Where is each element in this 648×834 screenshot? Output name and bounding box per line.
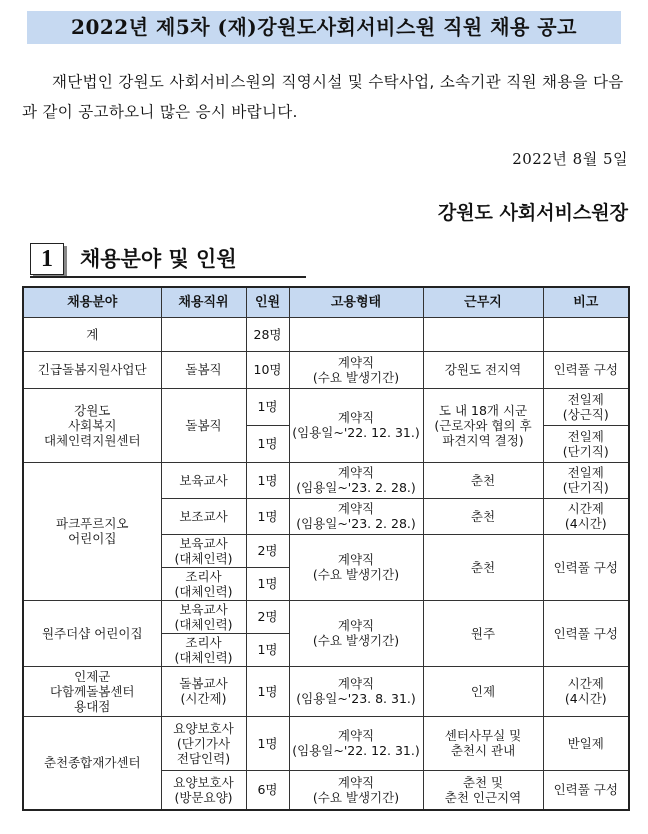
cell-type: 계약직 (수요 발생기간)	[289, 534, 423, 600]
cell-count: 10명	[246, 351, 289, 388]
cell-field: 파크푸르지오 어린이집	[23, 462, 161, 600]
cell-place: 도 내 18개 시군 (근로자와 협의 후 파견지역 결정)	[423, 388, 543, 462]
section-title: 채용분야 및 인원	[80, 247, 237, 271]
cell-note: 전일제 (단기직)	[543, 425, 629, 462]
announcement-date: 2022년 8월 5일	[512, 150, 628, 168]
cell-place: 춘천	[423, 534, 543, 600]
cell-position: 돌봄직	[161, 351, 246, 388]
header-count: 인원	[246, 287, 289, 317]
cell-type: 계약직 (임용일~'23. 8. 31.)	[289, 666, 423, 716]
cell-count: 1명	[246, 388, 289, 425]
table-row	[23, 388, 629, 425]
cell-note: 인력풀 구성	[543, 351, 629, 388]
signer-name: 강원도 사회서비스원장	[437, 202, 628, 224]
section-underline	[30, 276, 306, 278]
cell-type: 계약직 (임용일~'23. 2. 28.)	[289, 498, 423, 534]
header-position: 채용직위	[161, 287, 246, 317]
cell-place: 춘천 및 춘천 인근지역	[423, 770, 543, 810]
cell-position: 보육교사	[161, 462, 246, 498]
cell-type: 계약직 (임용일~'23. 2. 28.)	[289, 462, 423, 498]
cell-type: 계약직 (수요 발생기간)	[289, 351, 423, 388]
table-row	[23, 600, 629, 633]
cell-position: 조리사 (대체인력)	[161, 567, 246, 600]
cell-field: 원주더샵 어린이집	[23, 600, 161, 666]
cell-count: 1명	[246, 567, 289, 600]
header-note: 비고	[543, 287, 629, 317]
cell-count: 1명	[246, 633, 289, 666]
cell-position: 요양보호사 (단기가사 전담인력)	[161, 716, 246, 770]
cell-type: 계약직 (임용일~'22. 12. 31.)	[289, 388, 423, 462]
cell-place: 센터사무실 및 춘천시 관내	[423, 716, 543, 770]
total-empty-cell	[289, 317, 423, 351]
cell-position: 돌봄직	[161, 388, 246, 462]
cell-note: 전일제 (단기직)	[543, 462, 629, 498]
cell-type: 계약직 (수요 발생기간)	[289, 770, 423, 810]
cell-note: 인력풀 구성	[543, 534, 629, 600]
total-empty-cell	[161, 317, 246, 351]
cell-note: 전일제 (상근직)	[543, 388, 629, 425]
table-row-total	[23, 317, 629, 351]
cell-position: 보육교사 (대체인력)	[161, 600, 246, 633]
cell-count: 1명	[246, 425, 289, 462]
total-label: 계	[23, 317, 161, 351]
cell-position: 보조교사	[161, 498, 246, 534]
cell-count: 1명	[246, 716, 289, 770]
cell-count: 1명	[246, 462, 289, 498]
total-count: 28명	[246, 317, 289, 351]
cell-type: 계약직 (임용일~'22. 12. 31.)	[289, 716, 423, 770]
table-row	[23, 716, 629, 770]
cell-place: 강원도 전지역	[423, 351, 543, 388]
cell-position: 보육교사 (대체인력)	[161, 534, 246, 567]
intro-paragraph: 재단법인 강원도 사회서비스원의 직영시설 및 수탁사업, 소속기관 직원 채용을 다음과 같이 공고하오니 많은 응시 바랍니다.	[22, 73, 624, 121]
header-field: 채용분야	[23, 287, 161, 317]
cell-place: 원주	[423, 600, 543, 666]
total-empty-cell	[423, 317, 543, 351]
table-row	[23, 351, 629, 388]
cell-count: 1명	[246, 666, 289, 716]
table-row	[23, 462, 629, 498]
cell-count: 1명	[246, 498, 289, 534]
cell-count: 2명	[246, 534, 289, 567]
cell-note: 인력풀 구성	[543, 770, 629, 810]
cell-field: 인제군 다함께돌봄센터 용대점	[23, 666, 161, 716]
header-type: 고용형태	[289, 287, 423, 317]
header-place: 근무지	[423, 287, 543, 317]
cell-count: 6명	[246, 770, 289, 810]
table-header-row	[23, 287, 629, 317]
total-empty-cell	[543, 317, 629, 351]
cell-field: 춘천종합재가센터	[23, 716, 161, 810]
cell-note: 시간제 (4시간)	[543, 666, 629, 716]
cell-place: 춘천	[423, 498, 543, 534]
page-title: 2022년 제5차 (재)강원도사회서비스원 직원 채용 공고	[71, 15, 577, 39]
cell-note: 반일제	[543, 716, 629, 770]
cell-position: 요양보호사 (방문요양)	[161, 770, 246, 810]
recruitment-table	[22, 286, 630, 811]
cell-field: 강원도 사회복지 대체인력지원센터	[23, 388, 161, 462]
cell-type: 계약직 (수요 발생기간)	[289, 600, 423, 666]
cell-count: 2명	[246, 600, 289, 633]
cell-field: 긴급돌봄지원사업단	[23, 351, 161, 388]
cell-note: 시간제 (4시간)	[543, 498, 629, 534]
table-row	[23, 666, 629, 716]
cell-position: 돌봄교사 (시간제)	[161, 666, 246, 716]
section-number-box: 1	[30, 243, 64, 275]
cell-note: 인력풀 구성	[543, 600, 629, 666]
cell-position: 조리사 (대체인력)	[161, 633, 246, 666]
cell-place: 춘천	[423, 462, 543, 498]
cell-place: 인제	[423, 666, 543, 716]
